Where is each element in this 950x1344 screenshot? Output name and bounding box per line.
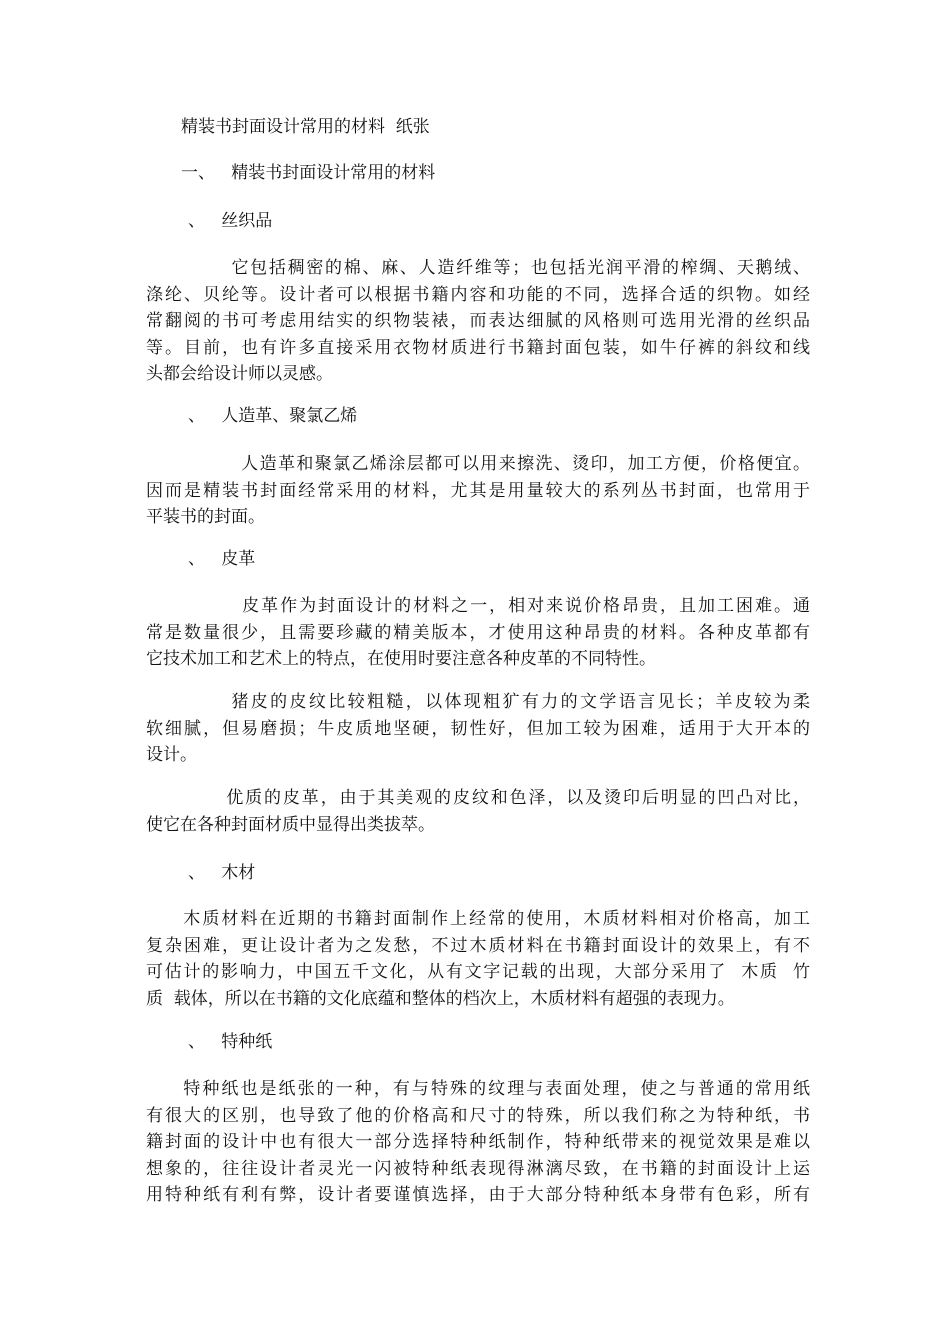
- text-line: 因而是精装书封面经常采用的材料，尤其是用量较大的系列丛书封面，也常用于: [146, 480, 810, 501]
- text-line: 籍封面的设计中也有很大一部分选择特种纸制作，特种纸带来的视觉效果是难以: [146, 1132, 810, 1152]
- text-line: 它包括稠密的棉、麻、人造纤维等；也包括光润平滑的榨绸、天鹅绒、: [146, 258, 810, 278]
- text-line: 常是数量很少，且需要珍藏的精美版本，才使用这种昂贵的材料。各种皮革都有: [146, 622, 810, 643]
- paragraph-special-paper: [146, 1076, 810, 1209]
- text-line: 涤纶、贝纶等。设计者可以根据书籍内容和功能的不同，选择合适的织物。如经: [146, 284, 810, 305]
- subheading-leather: 、 皮革: [188, 549, 256, 569]
- text-line: 复杂困难，更让设计者为之发愁，不过木质材料在书籍封面设计的效果上，有不: [146, 935, 810, 956]
- paragraph-wood: [146, 906, 810, 1012]
- paragraph-leather-1: [146, 593, 810, 673]
- text-line: 等。目前，也有许多直接采用衣物材质进行书籍封面包装，如牛仔裤的斜纹和线: [146, 337, 810, 358]
- text-line: 设计。: [146, 745, 197, 765]
- subheading-pvc: 、 人造革、聚氯乙烯: [188, 406, 358, 426]
- text-line: 软细腻，但易磨损；牛皮质地坚硬，韧性好，但加工较为困难，适用于大开本的: [146, 718, 810, 739]
- text-line: 质 载体，所以在书籍的文化底蕴和整体的档次上，木质材料有超强的表现力。: [146, 988, 735, 1009]
- paragraph-silk: [146, 255, 810, 388]
- text-line: 它技术加工和艺术上的特点，在使用时要注意各种皮革的不同特性。: [146, 649, 656, 669]
- text-line: 皮革作为封面设计的材料之一，相对来说价格昂贵，且加工困难。通: [146, 596, 810, 616]
- subheading-special-paper: 、 特种纸: [188, 1032, 273, 1052]
- text-line: 常翻阅的书可考虑用结实的织物装裱，而表达细腻的风格则可选用光滑的丝织品: [146, 311, 810, 331]
- text-line: 木质材料在近期的书籍封面制作上经常的使用，木质材料相对价格高，加工: [146, 909, 810, 929]
- text-line: 有很大的区别，也导致了他的价格高和尺寸的特殊，所以我们称之为特种纸，书: [146, 1105, 810, 1126]
- text-line: 猪皮的皮纹比较粗糙，以体现粗犷有力的文学语言见长；羊皮较为柔: [146, 692, 810, 712]
- text-line: 用特种纸有利有弊，设计者要谨慎选择，由于大部分特种纸本身带有色彩，所有: [146, 1185, 810, 1205]
- text-line: 想象的，往往设计者灵光一闪被特种纸表现得淋漓尽致，在书籍的封面设计上运: [146, 1158, 810, 1179]
- paragraph-pvc: [146, 451, 810, 531]
- text-line: 特种纸也是纸张的一种，有与特殊的纹理与表面处理，使之与普通的常用纸: [146, 1079, 810, 1099]
- subheading-silk: 、 丝织品: [188, 211, 273, 231]
- paragraph-leather-3: [146, 785, 810, 838]
- text-line: 可估计的影响力，中国五千文化，从有文字记载的出现，大部分采用了 木质 竹: [146, 962, 810, 982]
- text-line: 使它在各种封面材质中显得出类拔萃。: [146, 814, 435, 835]
- paragraph-leather-2: [146, 689, 810, 769]
- text-line: 人造革和聚氯乙烯涂层都可以用来擦洗、烫印，加工方便，价格便宜。: [146, 454, 810, 474]
- subheading-wood: 、 木材: [188, 863, 256, 883]
- text-line: 平装书的封面。: [146, 507, 265, 527]
- section-heading-materials: 一、 精装书封面设计常用的材料: [181, 163, 436, 183]
- text-line: 优质的皮革，由于其美观的皮纹和色泽，以及烫印后明显的凹凸对比，: [146, 788, 810, 808]
- text-line: 头都会给设计师以灵感。: [146, 364, 333, 384]
- document-title: 精装书封面设计常用的材料 纸张: [181, 117, 430, 137]
